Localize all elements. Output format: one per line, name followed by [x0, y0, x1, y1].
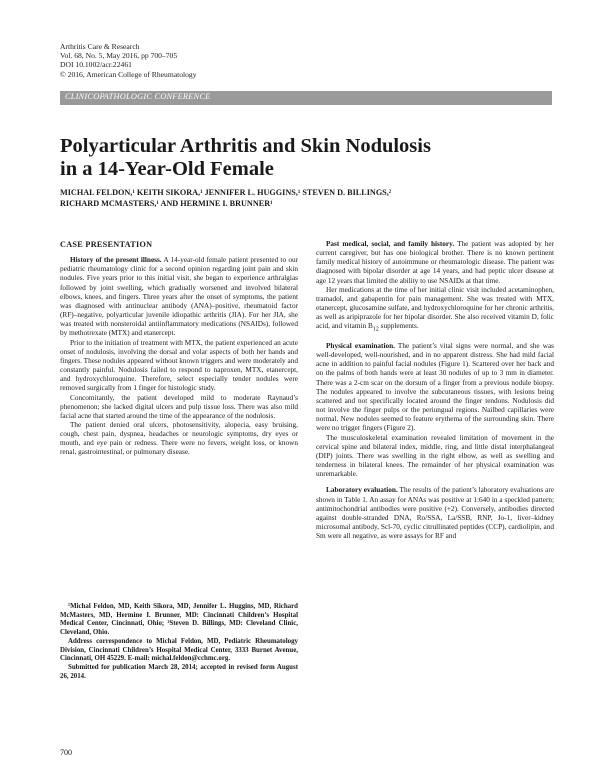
paragraph-text: The patient’s vital signs were normal, and she was well-developed, well-nourished, and in no apparent distress. She had mild facial acne in addition to painful facial nodules (Figure 1). Scattered over her back and on the palms of both hands were at least 30 nodules of up to 3 mm in diameter. There was a 2-cm scar on the dorsum of a finger from a previous nodule biopsy. The nodules appeared to involve the subcutaneous tissues, with lesions being scattered and not specifically located around the finger tendons. Nodulosis did not involve the finger pulps or the periungual regions. Nailbed capillaries were normal. New nodules seemed to feature erythema of the surrounding skin. There were no trigger fingers (Figure 2).: [316, 342, 554, 433]
paragraph-past-history: [316, 240, 554, 286]
authors-line-2: RICHARD MCMASTERS,¹ AND HERMINE I. BRUNNER¹: [60, 199, 273, 208]
paragraph-text: The patient denied oral ulcers, photosensitivity, alopecia, easy bruising, cough, chest pain, dyspnea, headaches or neurologic symptoms, dry eyes or mouth, and eye pain or redness. There were no fevers, weight loss, or known renal, gastrointestinal, or pulmonary disease.: [60, 420, 298, 457]
section-heading: CASE PRESENTATION: [60, 240, 153, 249]
journal-volume: Vol. 68, No. 5, May 2016, pp 700–705: [60, 51, 178, 61]
journal-header: [60, 42, 197, 79]
footnotes: [60, 603, 298, 681]
section-banner-label: CLINICOPATHOLOGIC CONFERENCE: [65, 92, 211, 101]
journal-name: Arthritis Care & Research: [60, 42, 140, 51]
title-line-2: in a 14-Year-Old Female: [60, 158, 274, 180]
paragraph-laboratory: [316, 486, 554, 541]
footnote-affiliations: ¹Michal Feldon, MD, Keith Sikora, MD, Jennifer L. Huggins, MD, Richard McMasters, MD, Hermine I. Brunner, MD: Cincinnati Children’s Hospital Medical Center, Cincinnati, Ohio; ²Steven D. Billings, MD: Cleveland Clinic, Cleveland, Ohio.: [60, 603, 298, 637]
paragraph-physical-exam: [316, 342, 554, 434]
title-line-1: Polyarticular Arthritis and Skin Nodulosis: [60, 135, 431, 157]
paragraph-text: The results of the patient’s laboratory evaluations are shown in Table 1. An assay for ANAs was positive at 1:640 in a speckled pattern; antimitochondrial antibodies were positive (+2). Conversely, antibodies directed against double-stranded DNA, Ro/SSA, La/SSB, RNP, Jo-1, liver–kidney microsomal antibody, Scl-70, cyclic citrullinated peptides (CCP), cardiolipin, and Sm were all negative, as were assays for RF and: [316, 486, 554, 541]
run-in-heading: Past medical, social, and family history.: [326, 240, 455, 248]
left-column: [60, 240, 298, 458]
footnote-correspondence: Address correspondence to Michal Feldon, MD, Pediatric Rheumatology Division, Cincinnati Children’s Hospital Medical Center, 3333 Burnet Avenue, Cincinnati, OH 45229. E-mail: michal.feldon@cchmc.org.: [60, 637, 298, 663]
paragraph-text: supplements.: [378, 322, 419, 331]
author-list: [60, 187, 552, 209]
paragraph-text: Concomitantly, the patient developed mild to moderate Raynaud’s phenomenon; she lacked digital ulcers and pulp tissue loss. There was also mild facial acne that started around the time of the appearance of the nodulosis.: [60, 393, 298, 420]
paragraph-medications: [316, 286, 554, 335]
section-banner: [60, 91, 552, 105]
run-in-heading: Laboratory evaluation.: [326, 486, 398, 495]
journal-doi: DOI 10.1002/acr.22461: [60, 60, 132, 70]
page-number: 700: [60, 748, 72, 757]
run-in-heading: Physical examination.: [326, 342, 395, 350]
paragraph-text: The patient was adopted by her current caregiver, but has one biological brother. There is no known pertinent family medical history of autoimmune or rheumatologic disease. The patient was diagnosed with bipolar disorder at age 14 years, and had peptic ulcer disease at age 12 years that limited the ability to use NSAIDs at that time.: [316, 240, 554, 285]
paragraph-history: [60, 256, 298, 338]
right-column: [316, 240, 554, 541]
article-title: [60, 135, 530, 181]
subscript: 12: [372, 326, 379, 333]
paragraph-text: Prior to the initiation of treatment with MTX, the patient experienced an acute onset of nodulosis, involving the dorsal and volar aspects of both her hands and fingers. These nodules appeared without known triggers and were moderately and constantly painful. Nodulosis failed to respond to naproxen, MTX, etanercept, and hydroxychloroquine. Therefore, select especially tender nodules were removed surgically from 1 finger for histologic study.: [60, 338, 298, 393]
run-in-heading: History of the present illness.: [70, 256, 162, 265]
paragraph-text: Her medications at the time of her initial clinic visit included acetaminophen, tramadol, and gabapentin for pain management. She was treated with MTX, etanercept, glucosamine sulfate, and hydroxychloroquine for her chronic arthritis, as well as aripiprazole for her bipolar disorder. She also received vitamin D, folic acid, and vitamin B: [316, 285, 554, 331]
footnote-dates: Submitted for publication March 28, 2014; accepted in revised form August 26, 2014.: [60, 663, 298, 680]
journal-copyright: © 2016, American College of Rheumatology: [60, 69, 197, 79]
authors-line-1: MICHAL FELDON,¹ KEITH SIKORA,¹ JENNIFER L. HUGGINS,¹ STEVEN D. BILLINGS,²: [60, 188, 392, 197]
paragraph-text: The musculoskeletal examination revealed limitation of movement in the cervical spine and bilateral index, middle, ring, and little distal interphalangeal (DIP) joints. There was swelling in the right elbow, as well as swelling and tenderness in bilateral knees. The remainder of her physical examination was unremarkable.: [316, 433, 554, 479]
paragraph-text: A 14-year-old female patient presented to our pediatric rheumatology clinic for a second opinion regarding joint pain and skin nodules. Five years prior to this initial visit, she began to experience arthralgias followed by joint swelling, which gradually worsened and involved bilateral elbows, knees, and fingers. Three years after the onset of symptoms, the patient was diagnosed with antinuclear antibody (ANA)–positive, rheumatoid factor (RF)–negative, polyarticular juvenile idiopathic arthritis (JIA). For her JIA, she was treated with nonsteroidal antiinflammatory medications (NSAIDs), followed by methotrexate (MTX) and etanercept.: [60, 256, 298, 338]
